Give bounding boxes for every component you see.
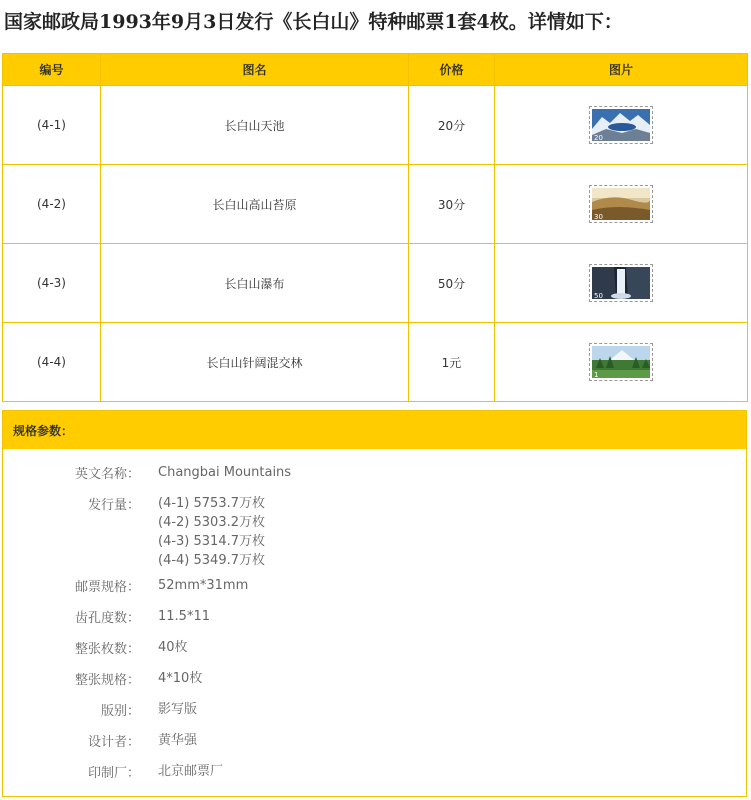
spec-value: 影写版 (158, 702, 198, 717)
spec-label: 整张规格： (74, 673, 140, 688)
spec-label: 齿孔度数： (74, 611, 140, 626)
waterfall-stamp-icon[interactable] (589, 264, 653, 302)
spec-value-line: (4-2) 5303.2万枚 (158, 515, 265, 530)
stamp-denomination: 1 (594, 371, 599, 378)
stamp-image-cell (495, 86, 748, 165)
alpine-tundra-stamp-image (592, 188, 650, 220)
spec-value-line: (4-1) 5753.7万枚 (158, 496, 265, 511)
column-header-image: 图片 (495, 54, 748, 86)
spec-value: 北京邮票厂 (158, 764, 224, 779)
spec-label: 发行量： (87, 498, 140, 513)
column-header-num: 编号 (3, 54, 101, 86)
spec-value-line: (4-4) 5349.7万枚 (158, 553, 265, 568)
alpine-tundra-stamp-icon[interactable] (589, 185, 653, 223)
stamp-table (2, 53, 748, 402)
spec-value-line: (4-3) 5314.7万枚 (158, 534, 265, 549)
heaven-lake-stamp-image (592, 109, 650, 141)
table-row (3, 165, 748, 244)
waterfall-stamp-image (592, 267, 650, 299)
spec-value (158, 494, 265, 570)
spec-label: 设计者： (87, 735, 140, 750)
spec-label: 整张枚数： (74, 642, 140, 657)
stamp-image-cell (495, 165, 748, 244)
spec-panel-title: 规格参数： (3, 411, 746, 449)
spec-value: 4*10枚 (158, 671, 203, 686)
stamp-number: (4-2) (3, 165, 101, 244)
table-row (3, 323, 748, 402)
stamp-price: 30分 (409, 165, 495, 244)
spec-value: 11.5*11 (158, 609, 210, 624)
page-headline: 国家邮政局1993年9月3日发行《长白山》特种邮票1套4枚。详情如下： (4, 11, 623, 33)
stamp-denomination: 30 (594, 213, 603, 220)
spec-value: 40枚 (158, 640, 188, 655)
spec-label: 英文名称： (74, 467, 140, 482)
stamp-price: 1元 (409, 323, 495, 402)
stamp-image-cell (495, 244, 748, 323)
stamp-image-cell (495, 323, 748, 402)
spec-label: 版别： (100, 704, 140, 719)
stamp-number: (4-3) (3, 244, 101, 323)
stamp-name: 长白山高山苔原 (101, 165, 409, 244)
stamp-name: 长白山瀑布 (101, 244, 409, 323)
mixed-forest-stamp-icon[interactable] (589, 343, 653, 381)
stamp-denomination: 50 (594, 292, 603, 299)
stamp-price: 50分 (409, 244, 495, 323)
stamp-denomination: 20 (594, 134, 603, 141)
column-header-name: 图名 (101, 54, 409, 86)
mixed-forest-stamp-image (592, 346, 650, 378)
spec-value: 黄华强 (158, 733, 198, 748)
table-row (3, 244, 748, 323)
stamp-name: 长白山针阔混交林 (101, 323, 409, 402)
stamp-name: 长白山天池 (101, 86, 409, 165)
spec-label: 印制厂： (87, 766, 140, 781)
heaven-lake-stamp-icon[interactable] (589, 106, 653, 144)
table-header-row (3, 54, 748, 86)
spec-label: 邮票规格： (74, 580, 140, 595)
spec-value: 52mm*31mm (158, 578, 249, 593)
table-row (3, 86, 748, 165)
column-header-price: 价格 (409, 54, 495, 86)
stamp-number: (4-1) (3, 86, 101, 165)
spec-value: Changbai Mountains (158, 465, 292, 480)
spec-panel (2, 410, 747, 797)
stamp-number: (4-4) (3, 323, 101, 402)
stamp-price: 20分 (409, 86, 495, 165)
